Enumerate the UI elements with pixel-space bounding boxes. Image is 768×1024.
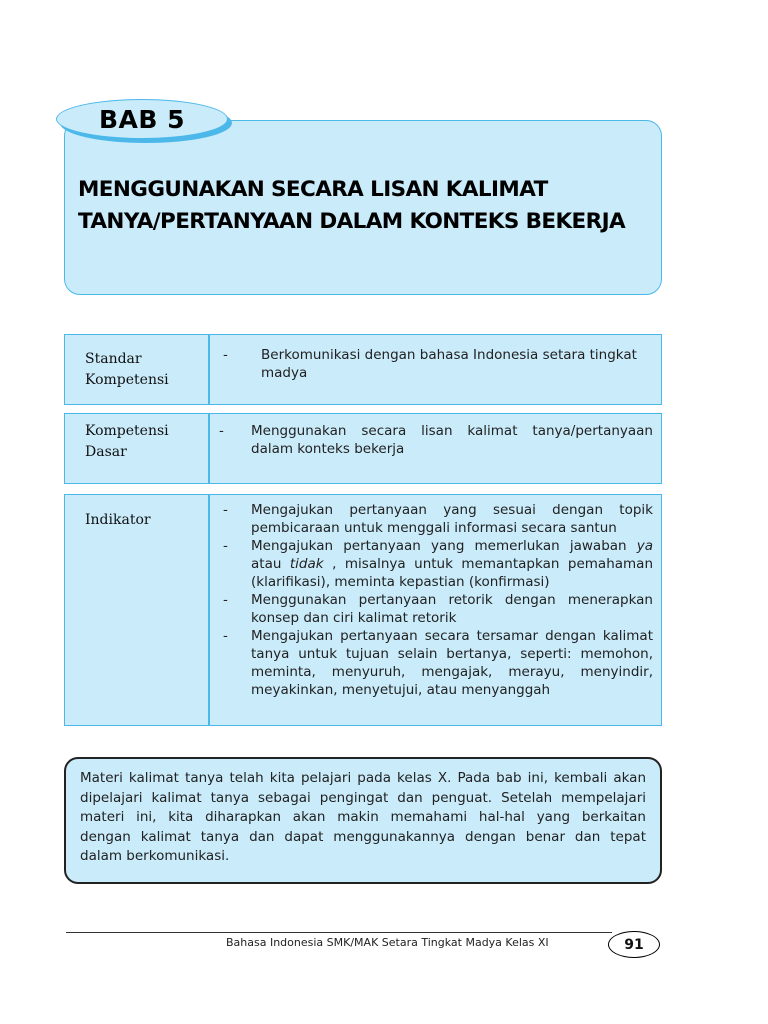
chapter-title-line: TANYA/PERTANYAAN DALAM KONTEKS BEKERJA [78,209,626,234]
footer-rule [66,932,612,933]
list-item: - Mengajukan pertanyaan yang sesuai dengan topik pembicaraan untuk menggali informasi secara santun [223,502,653,536]
list-item: - Mengajukan pertanyaan secara tersamar dengan kalimat tanya untuk tujuan selain bertanya, seperti: memohon, meminta, menyuruh, mengajak, merayu, menyindir, meyakinkan, menyetujui, atau menyanggah [223,628,653,698]
chapter-title [78,174,658,238]
indikator-content [215,501,653,699]
page-number-badge [608,931,660,958]
list-item: - Berkomunikasi dengan bahasa Indonesia setara tingkat madya [223,347,637,381]
list-item: - Menggunakan secara lisan kalimat tanya/pertanyaan dalam konteks bekerja [219,423,653,457]
intro-line: dengan kalimat tanya dan dapat menggunakannya dengan benar dan tepat [80,828,646,845]
standar-kompetensi-box [64,334,662,405]
footer-text: Bahasa Indonesia SMK/MAK Setara Tingkat Madya Kelas XI [226,936,549,949]
chapter-label: BAB 5 [98,104,186,134]
column-divider [208,414,210,483]
column-divider [208,495,210,725]
chapter-title-line: MENGGUNAKAN SECARA LISAN KALIMAT [78,177,548,202]
list-item: - Mengajukan pertanyaan yang memerlukan jawaban ya atau tidak , misalnya untuk memantapkan pemahaman (klarifikasi), meminta kepastian (konfirmasi) [223,538,654,590]
kompetensi-dasar-label: Kompetensi Dasar [85,423,169,460]
intro-paragraph [80,769,646,867]
intro-box [64,757,662,884]
intro-line: dipelajari kalimat tanya sebagai pengingat dan penguat. Setelah mempelajari [80,789,646,806]
indikator-box [64,494,662,726]
list-item: - Menggunakan pertanyaan retorik dengan menerapkan konsep dan ciri kalimat retorik [223,592,653,626]
kompetensi-dasar-box [64,413,662,484]
indikator-label: Indikator [85,512,151,528]
column-divider [208,335,210,404]
standar-kompetensi-content [215,346,653,382]
intro-line: Materi kalimat tanya telah kita pelajari pada kelas X. Pada bab ini, kembali akan [80,770,646,786]
kompetensi-dasar-content [215,422,653,458]
intro-line: dalam berkomunikasi. [80,848,230,864]
standar-kompetensi-label: Standar Kompetensi [85,351,169,388]
intro-line: materi ini, kita diharapkan akan makin memahami hal-hal yang berkaitan [80,809,646,825]
chapter-badge [56,99,228,139]
page-number: 91 [624,936,644,953]
